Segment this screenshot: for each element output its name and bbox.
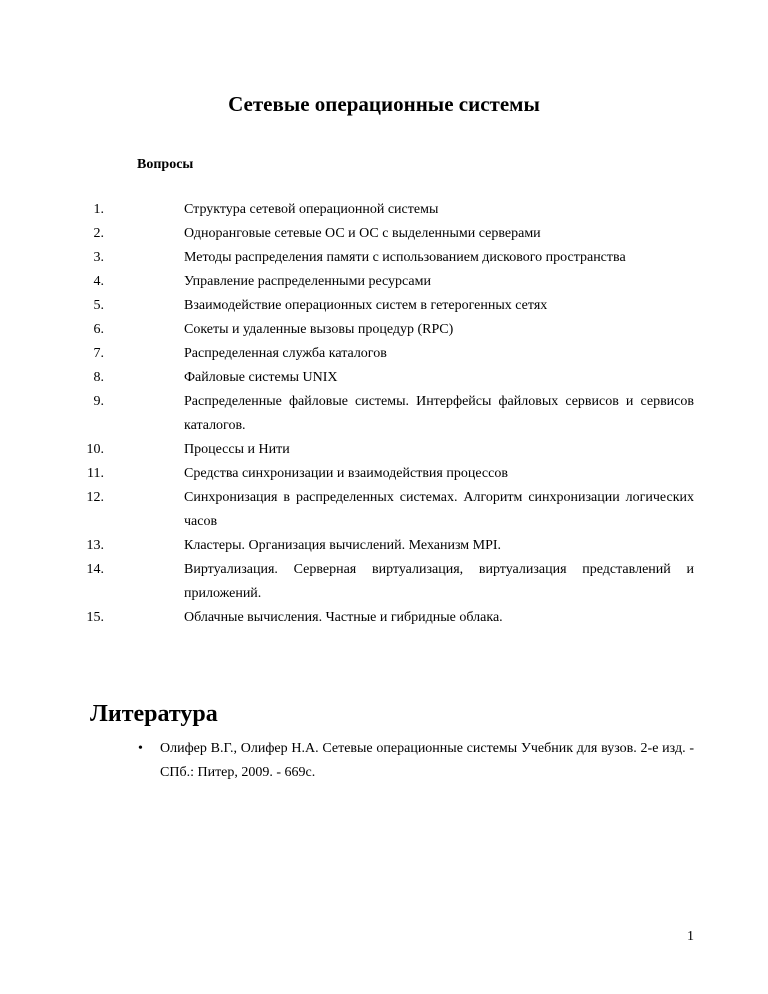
question-item (0, 198, 694, 222)
question-item (0, 462, 694, 486)
question-item (0, 270, 694, 294)
question-text: Одноранговые сетевые ОС и ОС с выделенными серверами (184, 226, 541, 241)
questions-heading: Вопросы (137, 157, 194, 172)
question-text: Средства синхронизации и взаимодействия процессов (184, 466, 508, 481)
bullet-icon: • (138, 741, 143, 756)
question-item (0, 246, 694, 270)
question-number: 13. (86, 538, 104, 553)
literature-heading: Литература (90, 701, 218, 727)
question-text: Управление распределенными ресурсами (184, 274, 431, 289)
question-item (0, 294, 694, 318)
question-text: Структура сетевой операционной системы (184, 202, 439, 217)
question-number: 1. (93, 202, 104, 217)
literature-item (0, 737, 694, 785)
question-text: Сокеты и удаленные вызовы процедур (RPC) (184, 322, 454, 337)
question-number: 4. (93, 274, 104, 289)
question-item (0, 534, 694, 558)
document-title: Сетевые операционные системы (228, 92, 540, 116)
question-text: Синхронизация в распределенных системах. Алгоритм синхронизации логических часов (184, 490, 694, 529)
question-number: 8. (93, 370, 104, 385)
question-number: 5. (93, 298, 104, 313)
question-item (0, 222, 694, 246)
questions-list (0, 198, 768, 630)
question-text: Облачные вычисления. Частные и гибридные облака. (184, 610, 503, 625)
question-text: Файловые системы UNIX (184, 370, 338, 385)
literature-text: Олифер В.Г., Олифер Н.А. Сетевые операционные системы Учебник для вузов. 2-е изд. - СПб.: Питер, 2009. - 669с. (160, 741, 694, 780)
page-number: 1 (687, 929, 694, 944)
question-number: 10. (86, 442, 104, 457)
question-number: 2. (93, 226, 104, 241)
question-text: Виртуализация. Серверная виртуализация, виртуализация представлений и приложений. (184, 562, 694, 601)
question-text: Распределенные файловые системы. Интерфейсы файловых сервисов и сервисов каталогов. (184, 394, 694, 433)
question-item (0, 486, 694, 534)
question-number: 14. (86, 562, 104, 577)
question-number: 12. (86, 490, 104, 505)
question-number: 3. (93, 250, 104, 265)
literature-list (0, 737, 768, 785)
question-item (0, 366, 694, 390)
question-item (0, 606, 694, 630)
question-item (0, 318, 694, 342)
question-text: Распределенная служба каталогов (184, 346, 387, 361)
question-number: 7. (93, 346, 104, 361)
question-item (0, 438, 694, 462)
question-text: Методы распределения памяти с использованием дискового пространства (184, 250, 626, 265)
question-item (0, 390, 694, 438)
question-number: 11. (87, 466, 104, 481)
question-item (0, 342, 694, 366)
question-text: Кластеры. Организация вычислений. Механизм MPI. (184, 538, 502, 553)
question-text: Взаимодействие операционных систем в гетерогенных сетях (184, 298, 548, 313)
question-item (0, 558, 694, 606)
question-number: 9. (93, 394, 104, 409)
question-text: Процессы и Нити (184, 442, 290, 457)
question-number: 6. (93, 322, 104, 337)
question-number: 15. (86, 610, 104, 625)
